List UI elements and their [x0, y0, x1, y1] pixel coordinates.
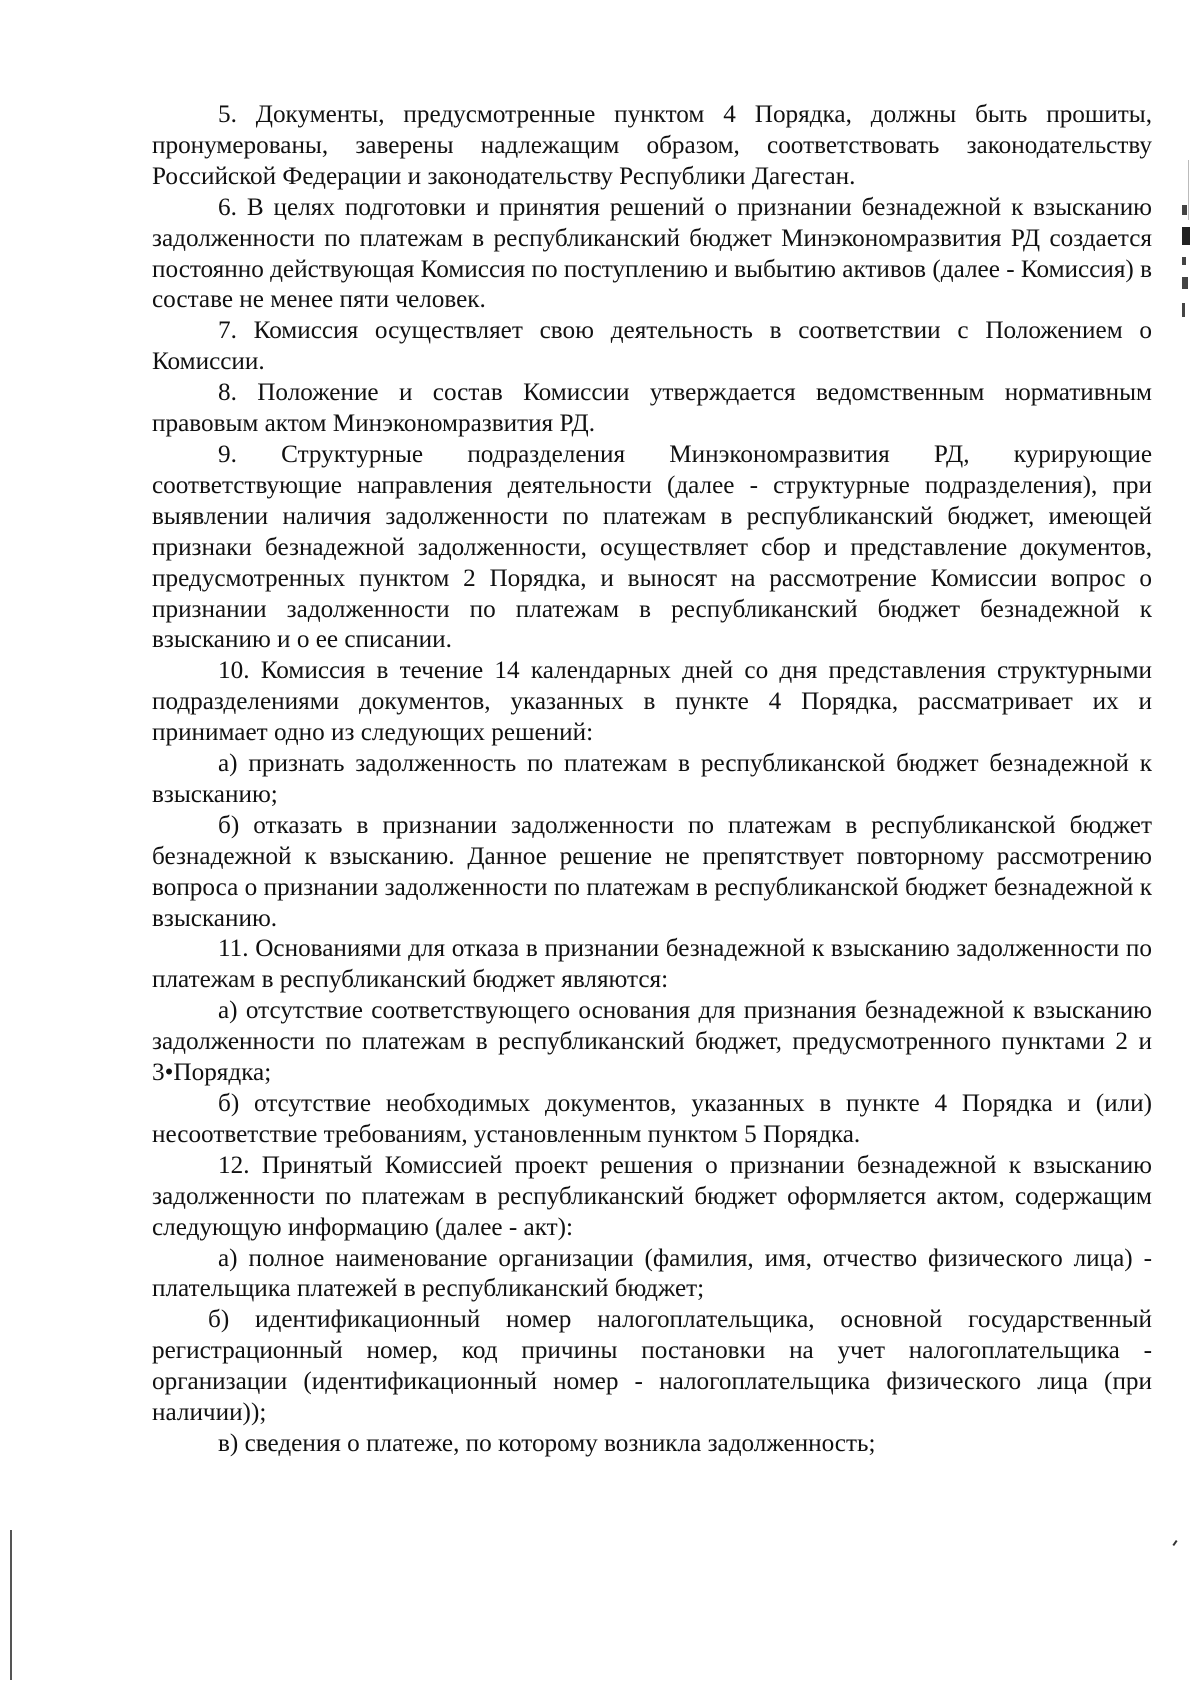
document-body [152, 100, 1152, 1460]
paragraph-7: 7. Комиссия осуществляет свою деятельность в соответствии с Положением о Комиссии. [152, 317, 1152, 376]
scan-margin-marks [1182, 205, 1192, 325]
paragraph-5: 5. Документы, предусмотренные пунктом 4 Порядка, должны быть прошиты, пронумерованы, заверены надлежащим образом, соответствовать законодательству Российской Федерации и законодательству Республики Дагестан. [152, 101, 1152, 190]
paragraph-12-v: в) сведения о платеже, по которому возникла задолженность; [218, 1429, 876, 1457]
paragraph-12-a: а) полное наименование организации (фамилия, имя, отчество физического лица) - плательщика платежей в республиканский бюджет; [152, 1244, 1152, 1303]
paragraph-10: 10. Комиссия в течение 14 календарных дней со дня представления структурными подразделениями документов, указанных в пункте 4 Порядка, рассматривает их и принимает одно из следующих решений: [152, 657, 1152, 747]
paragraph-6: 6. В целях подготовки и принятия решений о признании безнадежной к взысканию задолженности по платежам в республиканский бюджет Минэкономразвития РД создается постоянно действующая Комиссия по поступлению и выбытию активов (далее - Комиссия) в составе не менее пяти человек. [152, 193, 1152, 314]
paragraph-10-a: а) признать задолженность по платежам в республиканской бюджет безнадежной к взысканию; [152, 750, 1152, 808]
scan-tick-mark [1172, 1540, 1177, 1546]
paragraph-11-a: а) отсутствие соответствующего основания для признания безнадежной к взысканию задолженности по платежам в республиканский бюджет, предусмотренного пунктами 2 и 3•Порядка; [152, 997, 1152, 1087]
paragraph-9: 9. Структурные подразделения Минэкономразвития РД, курирующие соответствующие направления деятельности (далее - структурные подразделения), при выявлении наличия задолженности по платежам в республиканский бюджет, имеющей признаки безнадежной задолженности, осуществляет сбор и представление документов, предусмотренных пунктом 2 Порядка, и выносят на рассмотрение Комиссии вопрос о признании задолженности по платежам в республиканский бюджет безнадежной к взысканию и о ее списании. [152, 440, 1152, 654]
paragraph-8: 8. Положение и состав Комиссии утверждается ведомственным нормативным правовым актом Минэкономразвития РД. [152, 379, 1152, 438]
paragraph-10-b: б) отказать в признании задолженности по платежам в республиканской бюджет безнадежной к взысканию. Данное решение не препятствует повторному рассмотрению вопроса о признании задолженности по платежам в республиканской бюджет безнадежной к взысканию. [152, 811, 1152, 932]
paragraph-12: 12. Принятый Комиссией проект решения о признании безнадежной к взысканию задолженности по платежам в республиканский бюджет оформляется актом, содержащим следующую информацию (далее - акт): [152, 1151, 1152, 1241]
paragraph-11-b: б) отсутствие необходимых документов, указанных в пункте 4 Порядка и (или) несоответствие требованиям, установленным пунктом 5 Порядка. [152, 1090, 1152, 1148]
paragraph-11: 11. Основаниями для отказа в признании безнадежной к взысканию задолженности по платежам в республиканский бюджет являются: [152, 935, 1152, 994]
paragraph-12-b: б) идентификационный номер налогоплательщика, основной государственный регистрационный номер, код причины постановки на учет налогоплательщика - организации (идентификационный номер - налогоплательщика физического лица (при наличии)); [152, 1306, 1152, 1427]
scan-binding-line [10, 1530, 12, 1680]
